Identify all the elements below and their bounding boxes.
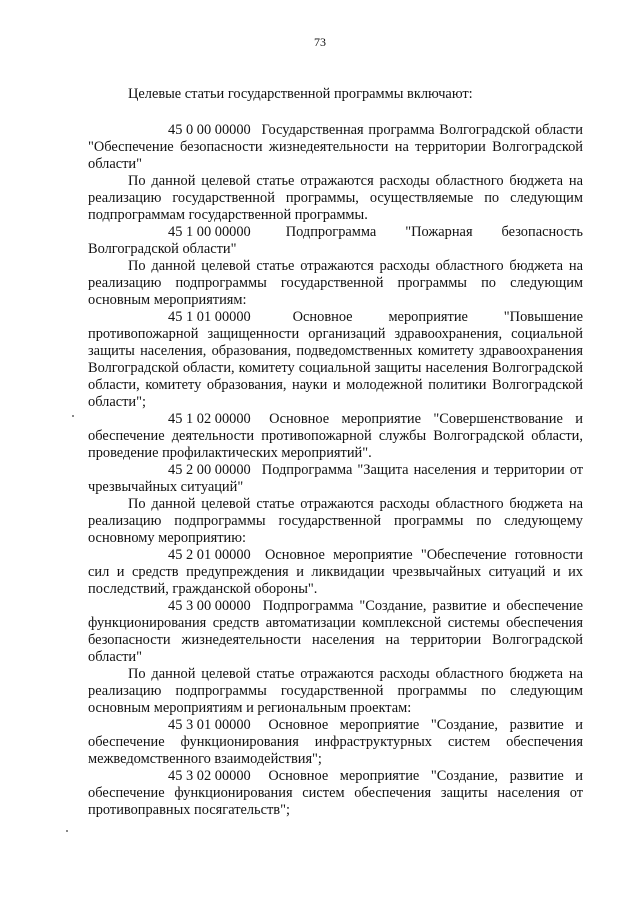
article-title: Подпрограмма "Пожарная безопасность Волгоградской области" xyxy=(88,224,583,257)
target-article-entry xyxy=(88,122,583,173)
article-code: 45 1 00 00000 xyxy=(168,224,251,240)
target-article-entry xyxy=(88,598,583,666)
article-title: Подпрограмма "Защита населения и территории от чрезвычайных ситуаций" xyxy=(88,462,583,495)
article-code: 45 3 00 00000 xyxy=(168,598,251,614)
article-title: Основное мероприятие "Повышение противопожарной защищенности организаций здравоохранения, социальной защиты населения, образования, подведомственных комитету здравоохранения Волгоградской области, комитету социальной защиты населения Волгоградской области, комитету образования, науки и молодежной политики Волгоградской области"; xyxy=(88,309,583,410)
target-article-entry xyxy=(88,224,583,258)
intro-line: Целевые статьи государственной программы включают: xyxy=(128,86,473,102)
article-description: По данной целевой статье отражаются расходы областного бюджета на реализацию подпрограммы государственной программы по следующим основным мероприятиям и региональным проектам: xyxy=(88,666,583,716)
article-title: Основное мероприятие "Создание, развитие и обеспечение функционирования систем обеспечения защиты населения от противоправных посягательств"; xyxy=(88,768,583,818)
article-code: 45 1 01 00000 xyxy=(168,309,251,325)
document-body xyxy=(88,86,583,819)
article-description: По данной целевой статье отражаются расходы областного бюджета на реализацию государственной программы, осуществляемые по следующим подпрограммам государственной программы. xyxy=(88,173,583,223)
target-article-entry xyxy=(88,462,583,496)
article-title: Основное мероприятие "Совершенствование и обеспечение деятельности противопожарной службы Волгоградской области, проведение профилактических мероприятий". xyxy=(88,411,583,461)
scan-mark xyxy=(72,415,74,417)
target-article-entry xyxy=(88,411,583,462)
article-code: 45 0 00 00000 xyxy=(168,122,251,138)
target-article-entry xyxy=(88,768,583,819)
article-title: Подпрограмма "Создание, развитие и обеспечение функционирования средств автоматизации комплексной системы обеспечения безопасности жизнедеятельности населения на территории Волгоградской области" xyxy=(88,598,583,665)
article-code: 45 3 02 00000 xyxy=(168,768,251,784)
article-code: 45 2 01 00000 xyxy=(168,547,251,563)
article-title: Основное мероприятие "Создание, развитие и обеспечение функционирования инфраструктурных систем обеспечения межведомственного взаимодействия"; xyxy=(88,717,583,767)
article-description: По данной целевой статье отражаются расходы областного бюджета на реализацию подпрограммы государственной программы по следующему основному мероприятию: xyxy=(88,496,583,546)
page-number: 73 xyxy=(314,35,326,49)
target-article-entry xyxy=(88,717,583,768)
article-code: 45 3 01 00000 xyxy=(168,717,251,733)
article-title: Основное мероприятие "Обеспечение готовности сил и средств предупреждения и ликвидации чрезвычайных ситуаций и их последствий, гражданской обороны". xyxy=(88,547,583,597)
target-article-entry xyxy=(88,309,583,411)
target-articles-list xyxy=(88,122,583,819)
target-article-entry xyxy=(88,547,583,598)
article-code: 45 2 00 00000 xyxy=(168,462,251,478)
scan-mark xyxy=(66,830,68,832)
article-code: 45 1 02 00000 xyxy=(168,411,251,427)
article-title: Государственная программа Волгоградской области "Обеспечение безопасности жизнедеятельности на территории Волгоградской области" xyxy=(88,122,583,172)
article-description: По данной целевой статье отражаются расходы областного бюджета на реализацию подпрограммы государственной программы по следующим основным мероприятиям: xyxy=(88,258,583,308)
